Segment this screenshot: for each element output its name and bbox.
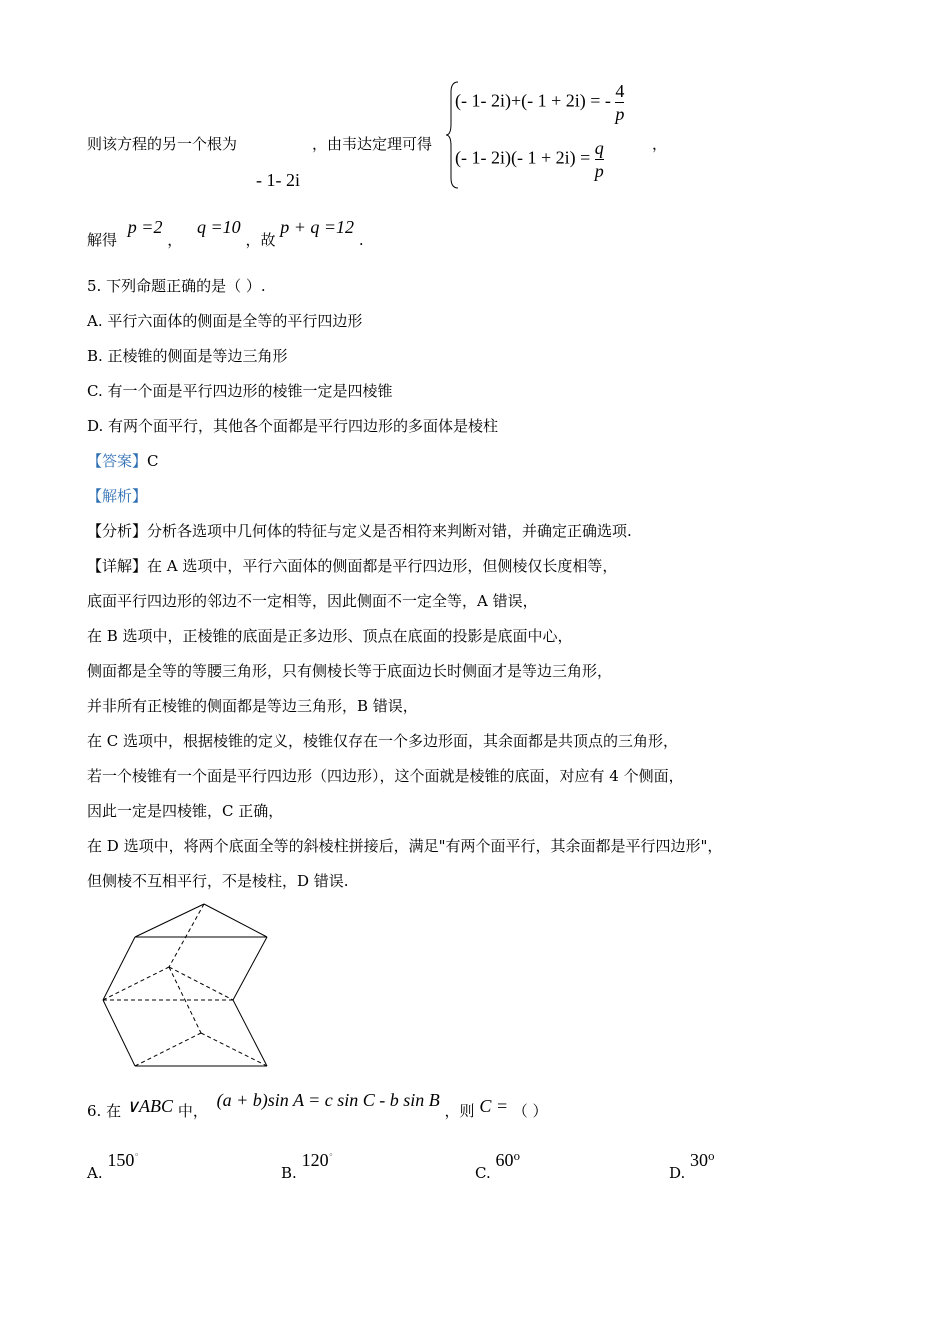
- detail-line-2: 在 B 选项中，正棱锥的底面是正多边形、顶点在底面的投影是底面中心，: [87, 627, 573, 645]
- detail-line-9: 但侧棱不互相平行，不是棱柱，D 错误.: [87, 872, 349, 890]
- answer-line: [87, 451, 159, 471]
- solve-line: [87, 217, 364, 249]
- degree-mark: °: [328, 1153, 334, 1163]
- q5-stem: 5. 下列命题正确的是（ ）.: [87, 277, 266, 295]
- option-value: 30: [690, 1150, 709, 1170]
- q6-paren: （ ）: [512, 1102, 548, 1120]
- by-vieta-text: ，由韦达定理可得: [312, 135, 433, 153]
- solve-label: 解得: [87, 231, 118, 249]
- detail-line-8: 在 D 选项中，将两个底面全等的斜棱柱拼接后，满足"有两个面平行，其余面都是平行四边形"，: [87, 837, 723, 855]
- prism-figure: [95, 900, 275, 1070]
- answer-tag: 【答案】: [87, 452, 148, 470]
- eq1-left: (- 1- 2i)+(- 1 + 2i) = -: [455, 90, 611, 111]
- option-letter: D.: [669, 1164, 686, 1182]
- analysis-tag: 【解析】: [87, 487, 148, 505]
- eq1-num: 4: [615, 81, 625, 101]
- option-value: 150: [107, 1150, 135, 1170]
- sum-value: p + q =12: [280, 217, 355, 237]
- option-value: 60: [495, 1150, 514, 1170]
- option-letter: C.: [475, 1164, 491, 1182]
- equation-1: [455, 80, 624, 125]
- q6-stem: [87, 1090, 548, 1120]
- trailing-comma: ，: [652, 135, 668, 153]
- option-letter: B.: [281, 1164, 297, 1182]
- other-root: - 1- 2i: [256, 170, 300, 190]
- q6-ze: ，则: [444, 1102, 475, 1120]
- option-letter: A.: [87, 1164, 103, 1182]
- q6-triangle: ∨ABC: [125, 1096, 174, 1116]
- q6-option-b: [281, 1150, 334, 1182]
- fenxi-text: 分析各选项中几何体的特征与定义是否相符来判断对错，并确定正确选项.: [147, 522, 632, 540]
- detail-line-3: 侧面都是全等的等腰三角形，只有侧棱长等于底面边长时侧面才是等边三角形，: [87, 662, 613, 680]
- degree-mark: o: [708, 1150, 715, 1163]
- q6-number: 6. 在: [87, 1102, 122, 1120]
- q6-c-eq: C =: [479, 1096, 508, 1116]
- q6-option-a: [87, 1150, 139, 1182]
- q5-option-c: C. 有一个面是平行四边形的棱锥一定是四棱锥: [87, 382, 393, 400]
- detail-line-4: 并非所有正棱锥的侧面都是等边三角形，B 错误，: [87, 697, 418, 715]
- detail-first: 在 A 选项中，平行六面体的侧面都是平行四边形，但侧棱仅长度相等，: [147, 557, 618, 575]
- equation-2: [455, 137, 604, 182]
- separator-2: ，故: [245, 231, 276, 249]
- eq1-den: p: [615, 104, 625, 124]
- q5-option-a: A. 平行六面体的侧面是全等的平行四边形: [87, 312, 363, 330]
- q5-option-b: B. 正棱锥的侧面是等边三角形: [87, 347, 288, 365]
- q-value: q =10: [197, 217, 241, 237]
- detail-line-7: 因此一定是四棱锥，C 正确，: [87, 802, 284, 820]
- fenxi-line: [87, 521, 632, 541]
- detail-line-0: [87, 556, 617, 576]
- eq2-left: (- 1- 2i)(- 1 + 2i) =: [455, 147, 591, 168]
- q6-option-c: [475, 1150, 521, 1182]
- detail-line-5: 在 C 选项中，根据棱锥的定义，棱锥仅存在一个多边形面，其余面都是共顶点的三角形，: [87, 732, 679, 750]
- degree-mark: °: [134, 1153, 139, 1163]
- degree-mark: o: [513, 1150, 521, 1163]
- eq2-fraction: [595, 137, 604, 182]
- eq1-fraction: [615, 80, 624, 125]
- end-period: .: [358, 231, 364, 249]
- intro-text: 则该方程的另一个根为: [87, 135, 238, 153]
- separator-1: ，: [167, 231, 183, 249]
- eq2-den: p: [594, 161, 604, 181]
- q5-option-d: D. 有两个面平行，其他各个面都是平行四边形的多面体是棱柱: [87, 417, 499, 435]
- q6-formula: (a + b)sin A = c sin C - b sin B: [216, 1090, 440, 1110]
- detail-line-6: 若一个棱锥有一个面是平行四边形（四边形），这个面就是棱锥的底面，对应有 4 个侧面，: [87, 767, 684, 785]
- detail-line-1: 底面平行四边形的邻边不一定相等，因此侧面不一定全等，A 错误，: [87, 592, 538, 610]
- fenxi-tag: 【分析】: [87, 522, 148, 540]
- answer-value: C: [147, 452, 159, 470]
- q6-option-d: [669, 1150, 715, 1182]
- option-value: 120: [301, 1150, 329, 1170]
- xiangjie-tag: 【详解】: [87, 557, 148, 575]
- eq2-num: q: [594, 138, 604, 158]
- q6-zhong: 中，: [177, 1102, 208, 1120]
- p-value: p =2: [127, 217, 163, 237]
